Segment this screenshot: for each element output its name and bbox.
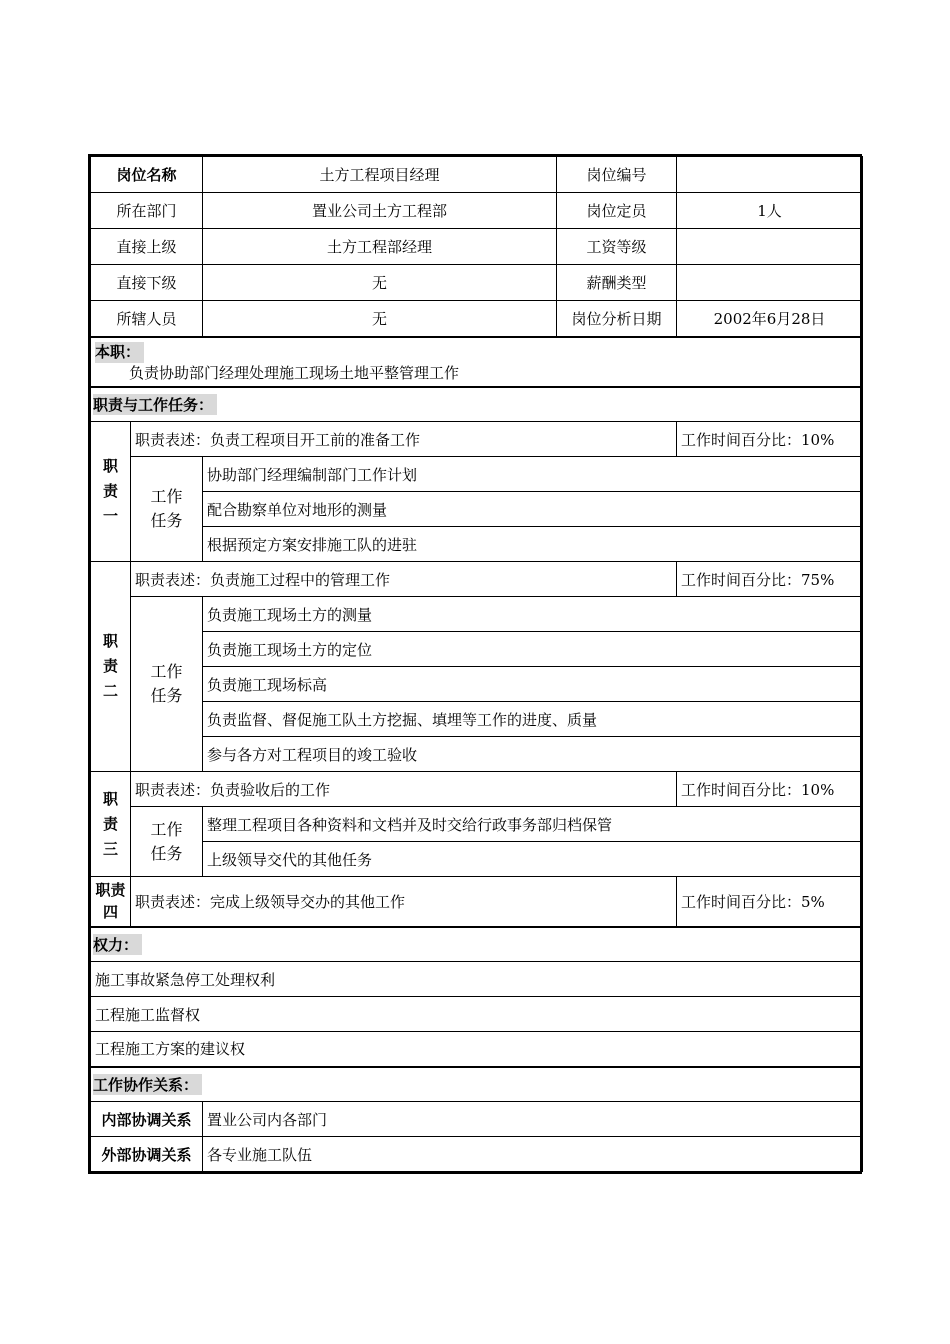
value-job-title: 土方工程项目经理: [203, 157, 557, 193]
label-job-code: 岗位编号: [557, 157, 677, 193]
duty4-desc-row: [91, 877, 863, 927]
duty1-task: 根据预定方案安排施工队的进驻: [203, 527, 863, 562]
duty1-task-row: [91, 527, 863, 562]
label-pay-type: 薪酬类型: [557, 265, 677, 301]
row-subordinate: [91, 265, 863, 301]
duty2-label: 职责二: [91, 562, 131, 772]
label-salary-grade: 工资等级: [557, 229, 677, 265]
duty2-task: 负责施工现场土方的定位: [203, 632, 863, 667]
value-subordinate: 无: [203, 265, 557, 301]
row-job-title: [91, 157, 863, 193]
duty2-task: 参与各方对工程项目的竣工验收: [203, 737, 863, 772]
coop-external-row: [91, 1137, 863, 1172]
duty2-task: 负责施工现场土方的测量: [203, 597, 863, 632]
duty2-task: 负责监督、督促施工队土方挖掘、填埋等工作的进度、质量: [203, 702, 863, 737]
value-salary-grade: [677, 229, 863, 265]
duty1-task: 协助部门经理编制部门工作计划: [203, 457, 863, 492]
duty4-desc: 职责表述：完成上级领导交办的其他工作: [131, 877, 677, 927]
value-headcount: 1人: [677, 193, 863, 229]
duty1-label: 职责一: [91, 422, 131, 562]
duty1-desc: 职责表述：负责工程项目开工前的准备工作: [131, 422, 677, 457]
duty4-pct: 工作时间百分比：5%: [677, 877, 863, 927]
duty3-task: 整理工程项目各种资料和文档并及时交给行政事务部归档保管: [203, 807, 863, 842]
value-staff: 无: [203, 301, 557, 337]
duty3-task-row: [91, 842, 863, 877]
label-subordinate: 直接下级: [91, 265, 203, 301]
duty2-task-label: 工作任务: [131, 597, 203, 772]
power-row: [91, 997, 863, 1032]
coop-internal-value: 置业公司内各部门: [203, 1102, 863, 1137]
value-superior: 土方工程部经理: [203, 229, 557, 265]
duty3-task-label: 工作任务: [131, 807, 203, 877]
duty2-task-row: [91, 737, 863, 772]
duty1-task: 配合勘察单位对地形的测量: [203, 492, 863, 527]
duty2-pct: 工作时间百分比：75%: [677, 562, 863, 597]
coop-external-value: 各专业施工队伍: [203, 1137, 863, 1172]
row-coop-heading: [91, 1067, 863, 1102]
job-description-form: [88, 154, 862, 1174]
summary-cell: [91, 337, 863, 387]
duty2-task: 负责施工现场标高: [203, 667, 863, 702]
summary-heading: 本职：: [93, 342, 860, 363]
power-row: [91, 962, 863, 997]
duty2-desc: 职责表述：负责施工过程中的管理工作: [131, 562, 677, 597]
power-row: [91, 1032, 863, 1067]
label-department: 所在部门: [91, 193, 203, 229]
duties-heading: 职责与工作任务：: [91, 387, 863, 422]
row-superior: [91, 229, 863, 265]
duty3-task-row: [91, 807, 863, 842]
value-analysis-date: 2002年6月28日: [677, 301, 863, 337]
label-analysis-date: 岗位分析日期: [557, 301, 677, 337]
row-staff: [91, 301, 863, 337]
value-job-code: [677, 157, 863, 193]
duty2-task-row: [91, 597, 863, 632]
power-item: 施工事故紧急停工处理权利: [91, 962, 863, 997]
duty3-desc-row: [91, 772, 863, 807]
label-headcount: 岗位定员: [557, 193, 677, 229]
label-staff: 所辖人员: [91, 301, 203, 337]
duty2-task-row: [91, 667, 863, 702]
label-superior: 直接上级: [91, 229, 203, 265]
duty1-task-row: [91, 457, 863, 492]
duty3-task: 上级领导交代的其他任务: [203, 842, 863, 877]
duty3-desc: 职责表述：负责验收后的工作: [131, 772, 677, 807]
summary-text: 负责协助部门经理处理施工现场土地平整管理工作: [129, 363, 460, 382]
power-item: 工程施工监督权: [91, 997, 863, 1032]
duty3-pct: 工作时间百分比：10%: [677, 772, 863, 807]
duty1-task-label: 工作任务: [131, 457, 203, 562]
coop-internal-label: 内部协调关系: [91, 1102, 203, 1137]
duty2-desc-row: [91, 562, 863, 597]
value-pay-type: [677, 265, 863, 301]
duty2-task-row: [91, 632, 863, 667]
duty1-task-row: [91, 492, 863, 527]
row-department: [91, 193, 863, 229]
duty2-task-row: [91, 702, 863, 737]
label-job-title: 岗位名称: [91, 157, 203, 193]
duty1-pct: 工作时间百分比：10%: [677, 422, 863, 457]
coop-internal-row: [91, 1102, 863, 1137]
coop-heading: 工作协作关系：: [91, 1067, 863, 1102]
duty3-label: 职责三: [91, 772, 131, 877]
row-power-heading: [91, 927, 863, 962]
power-item: 工程施工方案的建议权: [91, 1032, 863, 1067]
row-duties-heading: [91, 387, 863, 422]
power-heading: 权力：: [91, 927, 863, 962]
duty4-label: 职责四: [91, 877, 131, 927]
coop-external-label: 外部协调关系: [91, 1137, 203, 1172]
row-summary: [91, 337, 863, 387]
duty1-desc-row: [91, 422, 863, 457]
value-department: 置业公司土方工程部: [203, 193, 557, 229]
job-table: [90, 156, 863, 1172]
